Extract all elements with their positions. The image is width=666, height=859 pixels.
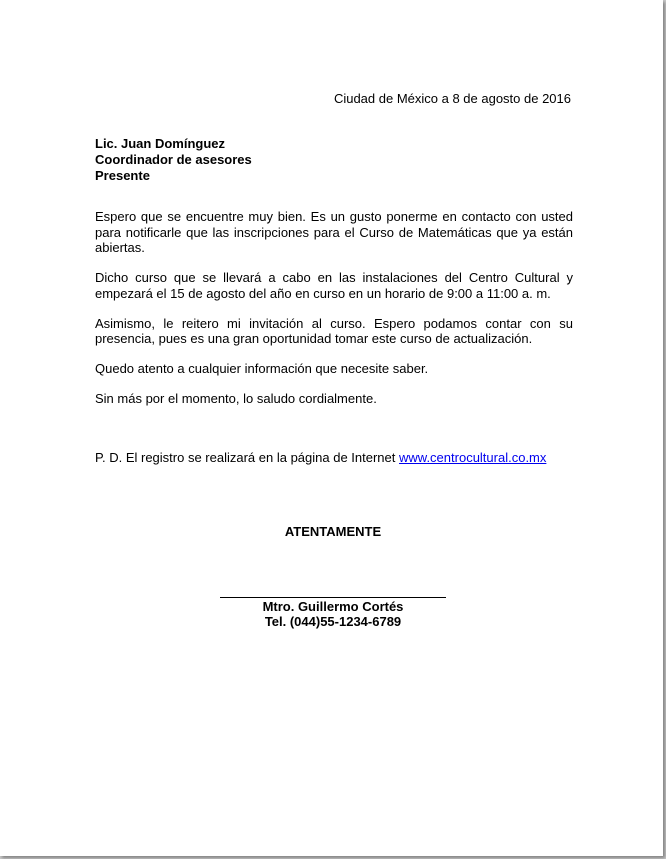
body-paragraph: Sin más por el momento, lo saludo cordialmente.	[95, 391, 377, 406]
signer-name: Mtro. Guillermo Cortés	[262, 599, 404, 614]
body-paragraph: Quedo atento a cualquier información que necesite saber.	[95, 361, 429, 376]
closing: ATENTAMENTE	[284, 524, 382, 539]
signer-block	[0, 599, 666, 629]
date-line: Ciudad de México a 8 de agosto de 2016	[333, 91, 571, 106]
recipient-block	[95, 136, 252, 184]
recipient-position: Coordinador de asesores	[95, 152, 252, 167]
letter-body	[95, 209, 573, 421]
postscript-text: P. D. El registro se realizará en la página de Internet	[95, 450, 399, 465]
recipient-name: Lic. Juan Domínguez	[95, 136, 226, 151]
signature-line	[220, 597, 446, 598]
website-link[interactable]: www.centrocultural.co.mx	[399, 450, 547, 465]
body-paragraph: Dicho curso que se llevará a cabo en las instalaciones del Centro Cultural y empezará el 15 de agosto del año en curso en un horario de 9:00 a 11:00 a. m.	[95, 270, 573, 301]
body-paragraph: Asimismo, le reitero mi invitación al curso. Espero podamos contar con su presencia, pues es una gran oportunidad tomar este curso de actualización.	[95, 315, 573, 346]
recipient-salutation: Presente	[95, 168, 150, 183]
body-paragraph: Espero que se encuentre muy bien. Es un gusto ponerme en contacto con usted para notificarle que las inscripciones para el Curso de Matemáticas que ya están abiertas.	[95, 209, 573, 255]
signer-phone: Tel. (044)55-1234-6789	[264, 614, 402, 629]
postscript	[95, 450, 546, 465]
